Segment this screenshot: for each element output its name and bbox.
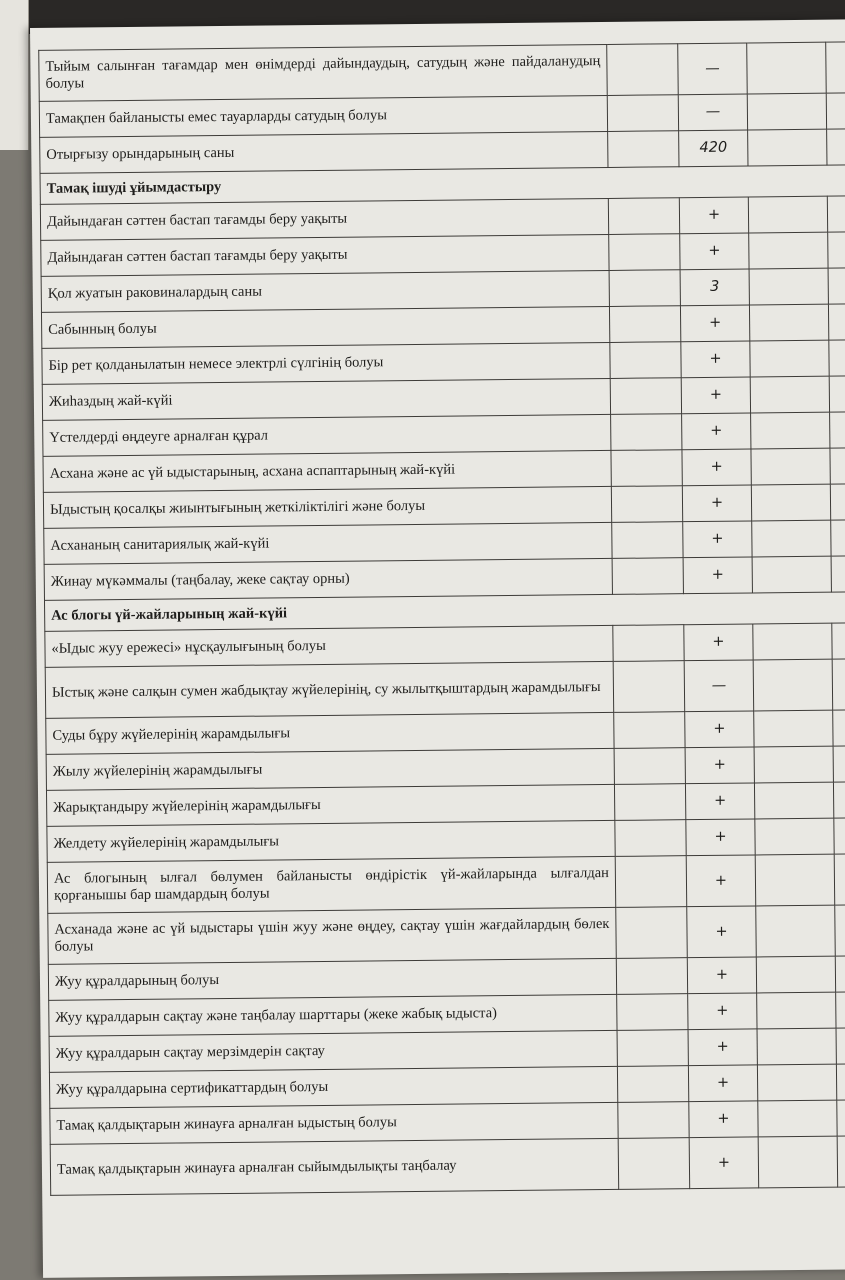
criterion-label: Желдету жүйелерінің жарамдылығы (47, 820, 615, 862)
blank-cell (828, 231, 845, 268)
checklist-row (48, 904, 845, 964)
blank-cell (618, 1102, 689, 1139)
criterion-label: Үстелдерді өңдеуге арналған құрал (43, 414, 611, 456)
criterion-label: Ыстық және салқын сумен жабдықтау жүйелерінің, су жылытқыштардың жарамдылығы (45, 661, 614, 718)
blank-cell (757, 992, 836, 1029)
criterion-label: Дайындаған сәттен бастап тағамды беру уақыты (41, 234, 609, 276)
criterion-label: Дайындаған сәттен бастап тағамды беру уақыты (40, 198, 608, 240)
blank-cell (749, 304, 828, 341)
blank-cell (836, 1027, 845, 1064)
blank-cell (616, 907, 688, 959)
blank-cell (607, 44, 679, 96)
blank-cell (830, 483, 845, 520)
criterion-label: Қол жуатын раковиналардың саны (41, 270, 609, 312)
blank-cell (833, 781, 845, 818)
criterion-label: Бір рет қолданылатын немесе электрлі сүлгінің болуы (42, 342, 610, 384)
blank-cell (756, 905, 836, 957)
blank-cell (617, 994, 688, 1031)
blank-cell (755, 818, 834, 855)
blank-cell (758, 1100, 837, 1137)
handwritten-mark: + (683, 557, 752, 594)
handwritten-mark: — (684, 660, 754, 712)
criterion-label: Асханада және ас үй ыдыстары үшін жуу және өңдеу, сақтау үшін жағдайлардың бөлек болуы (48, 907, 617, 964)
blank-cell (611, 450, 682, 487)
blank-cell (748, 196, 827, 233)
blank-cell (613, 661, 685, 713)
criterion-label: Ыдыстың қосалқы жиынтығының жеткіліктілігі және болуы (43, 486, 611, 528)
criterion-label: Сабынның болуы (41, 306, 609, 348)
handwritten-mark: + (683, 521, 752, 558)
blank-cell (617, 1030, 688, 1067)
blank-cell (751, 484, 830, 521)
criterion-label: Ас блогының ылғал бөлумен байланысты өндірістік үй-жайларында ылғалдан қорғанышы бар шамдардың болуы (47, 856, 616, 913)
handwritten-mark: + (684, 624, 753, 661)
handwritten-mark: + (679, 197, 748, 234)
handwritten-mark: + (680, 233, 749, 270)
handwritten-mark: — (678, 94, 747, 131)
checklist-row (45, 658, 845, 718)
blank-cell (827, 195, 845, 232)
criterion-label: Жылу жүйелерінің жарамдылығы (46, 748, 614, 790)
handwritten-mark: + (686, 819, 755, 856)
blank-cell (615, 820, 686, 857)
blank-cell (753, 659, 833, 711)
blank-cell (607, 95, 678, 132)
criterion-label: Асхананың санитариялық жай-күйі (44, 522, 612, 564)
blank-cell (837, 1135, 845, 1187)
blank-cell (613, 625, 684, 662)
blank-cell (830, 411, 845, 448)
checklist-row (39, 41, 845, 101)
blank-cell (829, 375, 845, 412)
blank-cell (756, 956, 835, 993)
blank-cell (835, 955, 845, 992)
blank-cell (754, 710, 833, 747)
handwritten-mark: + (682, 413, 751, 450)
section-title: Тамақ ішуді ұйымдастыру (40, 164, 845, 204)
criterion-label: Жуу құралдарын сақтау мерзімдерін сақтау (49, 1030, 617, 1072)
blank-cell (834, 853, 845, 905)
checklist-row (47, 853, 845, 913)
blank-cell (753, 623, 832, 660)
blank-cell (754, 746, 833, 783)
blank-cell (828, 303, 845, 340)
blank-cell (837, 1099, 845, 1136)
criterion-label: Тамақпен байланысты емес тауарларды сатудың болуы (39, 95, 607, 137)
handwritten-mark: + (688, 1065, 757, 1102)
blank-cell (611, 486, 682, 523)
blank-cell (832, 622, 845, 659)
inspection-table (38, 41, 845, 1196)
blank-cell (751, 448, 830, 485)
blank-cell (609, 270, 680, 307)
blank-cell (747, 42, 827, 94)
blank-cell (616, 958, 687, 995)
stray-paper-edge (0, 0, 29, 150)
handwritten-mark: — (678, 43, 748, 95)
blank-cell (612, 522, 683, 559)
criterion-label: Отырғызу орындарының саны (40, 131, 608, 173)
blank-cell (750, 376, 829, 413)
handwritten-mark: + (682, 485, 751, 522)
blank-cell (609, 306, 680, 343)
blank-cell (610, 342, 681, 379)
blank-cell (614, 748, 685, 785)
blank-cell (831, 519, 845, 556)
checklist-row (50, 1135, 845, 1195)
blank-cell (610, 378, 681, 415)
blank-cell (615, 856, 687, 908)
criterion-label: Жарықтандыру жүйелерінің жарамдылығы (46, 784, 614, 826)
blank-cell (833, 709, 845, 746)
inspection-table-body (39, 41, 845, 1195)
blank-cell (757, 1028, 836, 1065)
blank-cell (608, 198, 679, 235)
blank-cell (831, 555, 845, 592)
blank-cell (829, 339, 845, 376)
handwritten-mark: + (685, 783, 754, 820)
handwritten-mark: + (687, 957, 756, 994)
blank-cell (757, 1064, 836, 1101)
criterion-label: Тамақ қалдықтарын жинауға арналған сыйымдылықты таңбалау (50, 1138, 619, 1195)
blank-cell (836, 1063, 845, 1100)
handwritten-mark: + (681, 341, 750, 378)
blank-cell (752, 556, 831, 593)
checklist-sheet (30, 19, 845, 1278)
criterion-label: «Ыдыс жуу ережесі» нұсқаулығының болуы (45, 625, 613, 667)
criterion-label: Жуу құралдарын сақтау және таңбалау шарттары (жеке жабық ыдыста) (49, 994, 617, 1036)
criterion-label: Суды бұру жүйелерінің жарамдылығы (46, 712, 614, 754)
handwritten-mark: + (685, 711, 754, 748)
blank-cell (835, 904, 845, 956)
blank-cell (609, 234, 680, 271)
blank-cell (827, 128, 845, 165)
blank-cell (608, 131, 679, 168)
criterion-label: Тамақ қалдықтарын жинауға арналған ыдыстың болуы (50, 1102, 618, 1144)
handwritten-mark: + (687, 906, 757, 958)
blank-cell (752, 520, 831, 557)
criterion-label: Жуу құралдарына сертификаттардың болуы (49, 1066, 617, 1108)
criterion-label: Жиһаздың жай-күйі (42, 378, 610, 420)
handwritten-mark: + (680, 305, 749, 342)
handwritten-mark: + (689, 1101, 758, 1138)
blank-cell (750, 340, 829, 377)
blank-cell (618, 1138, 690, 1190)
criterion-label: Жинау мүкәммалы (таңбалау, жеке сақтау орны) (44, 558, 612, 600)
blank-cell (748, 129, 827, 166)
blank-cell (826, 92, 845, 129)
handwritten-mark: + (688, 993, 757, 1030)
blank-cell (749, 232, 828, 269)
section-title: Ас блогы үй-жайларының жай-күйі (44, 591, 845, 631)
blank-cell (611, 414, 682, 451)
blank-cell (754, 782, 833, 819)
blank-cell (832, 658, 845, 710)
blank-cell (833, 745, 845, 782)
blank-cell (614, 712, 685, 749)
criterion-label: Тыйым салынған тағамдар мен өнімдерді дайындаудың, сатудың және пайдаланудың болуы (39, 44, 608, 101)
blank-cell (617, 1066, 688, 1103)
blank-cell (826, 41, 845, 93)
handwritten-mark: + (686, 855, 756, 907)
handwritten-mark: + (685, 747, 754, 784)
criterion-label: Жуу құралдарының болуы (48, 958, 616, 1000)
handwritten-mark: 3 (680, 269, 749, 306)
handwritten-mark: + (689, 1137, 759, 1189)
blank-cell (747, 93, 826, 130)
blank-cell (758, 1136, 838, 1188)
blank-cell (836, 991, 845, 1028)
handwritten-mark: + (682, 449, 751, 486)
blank-cell (834, 817, 845, 854)
blank-cell (614, 784, 685, 821)
handwritten-mark: + (681, 377, 750, 414)
handwritten-mark: 420 (679, 130, 748, 167)
blank-cell (828, 267, 845, 304)
blank-cell (749, 268, 828, 305)
blank-cell (751, 412, 830, 449)
blank-cell (830, 447, 845, 484)
blank-cell (755, 854, 835, 906)
blank-cell (612, 558, 683, 595)
criterion-label: Асхана және ас үй ыдыстарының, асхана аспаптарының жай-күйі (43, 450, 611, 492)
handwritten-mark: + (688, 1029, 757, 1066)
